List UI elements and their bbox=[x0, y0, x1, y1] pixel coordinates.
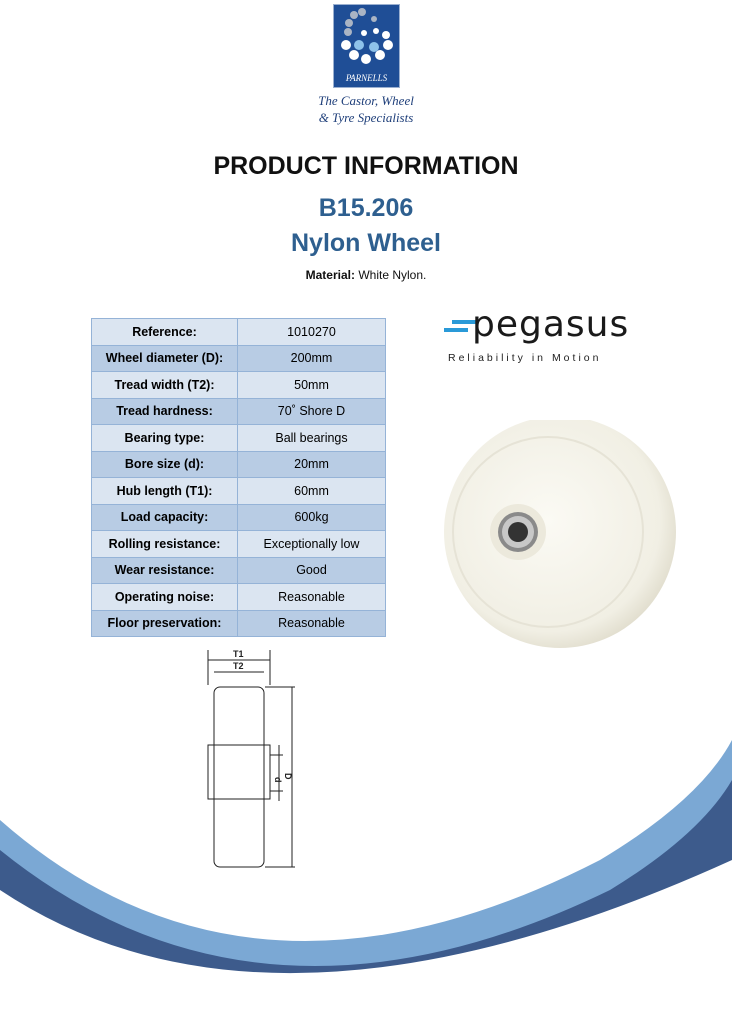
spec-value: Exceptionally low bbox=[238, 531, 386, 558]
spec-key: Floor preservation: bbox=[92, 610, 238, 637]
spec-value: 600kg bbox=[238, 504, 386, 531]
spec-key: Wear resistance: bbox=[92, 557, 238, 584]
product-name: Nylon Wheel bbox=[290, 229, 441, 257]
product-code: B15.206 bbox=[318, 194, 414, 222]
tagline-line: The Castor, Wheel bbox=[318, 93, 414, 108]
spec-row bbox=[92, 610, 386, 637]
tagline-line: & Tyre Specialists bbox=[318, 110, 414, 125]
spec-key: Operating noise: bbox=[92, 584, 238, 611]
spec-value: Ball bearings bbox=[238, 425, 386, 452]
label-t1: T1 bbox=[233, 649, 244, 659]
spec-row bbox=[92, 584, 386, 611]
pegasus-wordmark: pegasus bbox=[472, 304, 630, 345]
spec-row bbox=[92, 425, 386, 452]
spec-key: Reference: bbox=[92, 319, 238, 346]
spec-value: Reasonable bbox=[238, 584, 386, 611]
label-t2: T2 bbox=[233, 661, 244, 671]
spec-key: Load capacity: bbox=[92, 504, 238, 531]
spec-key: Wheel diameter (D): bbox=[92, 345, 238, 372]
material-value: White Nylon. bbox=[358, 268, 427, 282]
material-line bbox=[0, 268, 732, 282]
spec-row bbox=[92, 557, 386, 584]
material-label: Material: bbox=[305, 268, 355, 282]
label-D: D bbox=[283, 773, 293, 780]
spec-row bbox=[92, 451, 386, 478]
spec-value: Reasonable bbox=[238, 610, 386, 637]
nylon-wheel-image bbox=[440, 420, 680, 660]
spec-key: Rolling resistance: bbox=[92, 531, 238, 558]
pegasus-slogan: Reliability in Motion bbox=[448, 352, 602, 364]
spec-row bbox=[92, 504, 386, 531]
spec-key: Tread hardness: bbox=[92, 398, 238, 425]
parnells-logo bbox=[333, 4, 400, 88]
spec-value: 60mm bbox=[238, 478, 386, 505]
decorative-wave bbox=[0, 740, 732, 1024]
spec-value: 200mm bbox=[238, 345, 386, 372]
spec-value: 50mm bbox=[238, 372, 386, 399]
spec-table bbox=[91, 318, 386, 637]
spec-row bbox=[92, 478, 386, 505]
spec-value: 1010270 bbox=[238, 319, 386, 346]
page-heading: PRODUCT INFORMATION bbox=[213, 152, 519, 180]
spec-row bbox=[92, 372, 386, 399]
spec-row bbox=[92, 531, 386, 558]
spec-value: 20mm bbox=[238, 451, 386, 478]
label-d: d bbox=[273, 777, 283, 783]
spec-key: Bore size (d): bbox=[92, 451, 238, 478]
spec-key: Tread width (T2): bbox=[92, 372, 238, 399]
spec-row bbox=[92, 319, 386, 346]
logo-brand: PARNELLS bbox=[345, 73, 388, 83]
spec-row bbox=[92, 398, 386, 425]
spec-value: Good bbox=[238, 557, 386, 584]
spec-value: 70˚ Shore D bbox=[238, 398, 386, 425]
logo-tagline bbox=[300, 92, 432, 126]
spec-key: Hub length (T1): bbox=[92, 478, 238, 505]
spec-key: Bearing type: bbox=[92, 425, 238, 452]
dots-logo-icon bbox=[334, 5, 399, 67]
spec-row bbox=[92, 345, 386, 372]
